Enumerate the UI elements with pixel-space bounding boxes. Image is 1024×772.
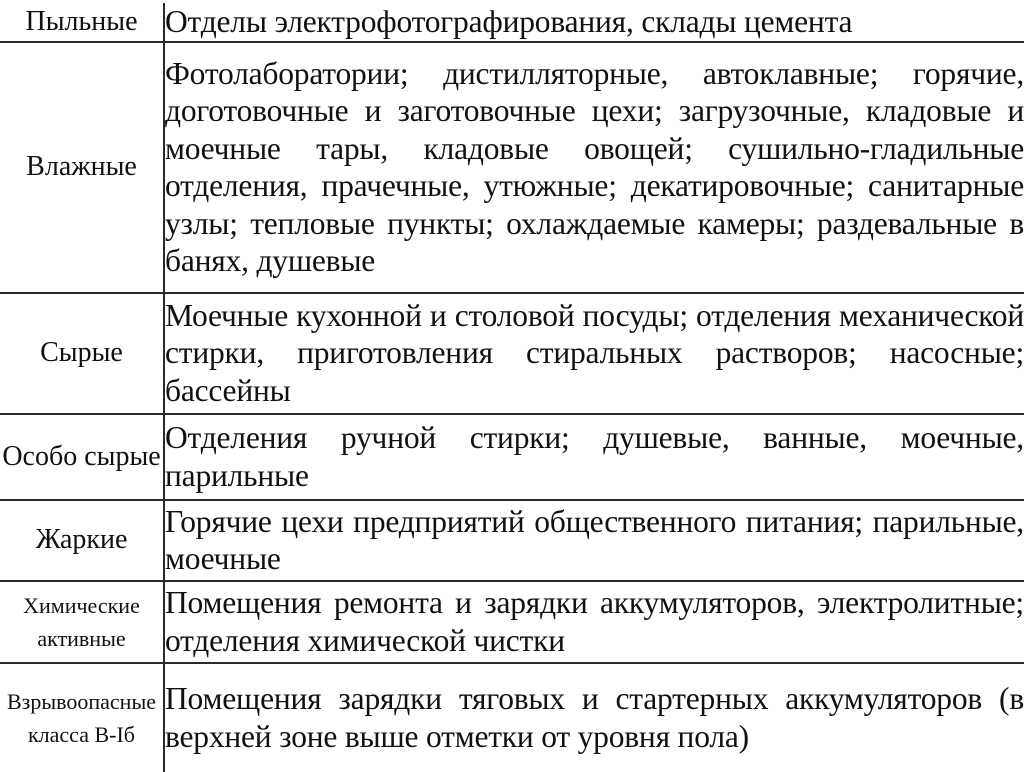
description-cell: Помещения ремонта и зарядки аккумуляторов, электролитные; отделения химической чистки xyxy=(164,581,1024,663)
description-cell: Фотолаборатории; дистилляторные, автоклавные; горячие, доготовочные и заготовочные цехи; загрузочные, кладовые и моечные тары, кладовые овощей; сушильно-гладильные отделения, прачечные, утюжные; декатировочные; санитарные узлы; тепловые пункты; охлаждаемые камеры; раздевальные в банях, душевые xyxy=(164,42,1024,293)
description-cell: Отделения ручной стирки; душевые, ванные, моечные, парильные xyxy=(164,414,1024,500)
category-cell: Влажные xyxy=(0,42,164,293)
description-cell: Моечные кухонной и столовой посуды; отделения механической стирки, приготовления стиральных растворов; насосные; бассейны xyxy=(164,293,1024,414)
table-row xyxy=(0,414,1024,500)
category-cell: Жаркие xyxy=(0,500,164,581)
category-cell: Взрывоопасные класса В-Iб xyxy=(0,663,164,772)
category-cell: Сырые xyxy=(0,293,164,414)
description-cell: Горячие цехи предприятий общественного питания; парильные, моечные xyxy=(164,500,1024,581)
description-cell: Помещения зарядки тяговых и стартерных аккумуляторов (в верхней зоне выше отметки от уровня пола) xyxy=(164,663,1024,772)
table-row xyxy=(0,293,1024,414)
table-row xyxy=(0,42,1024,293)
room-classification-table xyxy=(0,3,1024,772)
table-row xyxy=(0,663,1024,772)
table-row xyxy=(0,3,1024,42)
category-cell: Химические активные xyxy=(0,581,164,663)
table-row xyxy=(0,581,1024,663)
table-row xyxy=(0,500,1024,581)
category-cell: Особо сырые xyxy=(0,414,164,500)
category-cell: Пыльные xyxy=(0,3,164,42)
description-cell: Отделы электрофотографирования, склады цемента xyxy=(164,3,1024,42)
